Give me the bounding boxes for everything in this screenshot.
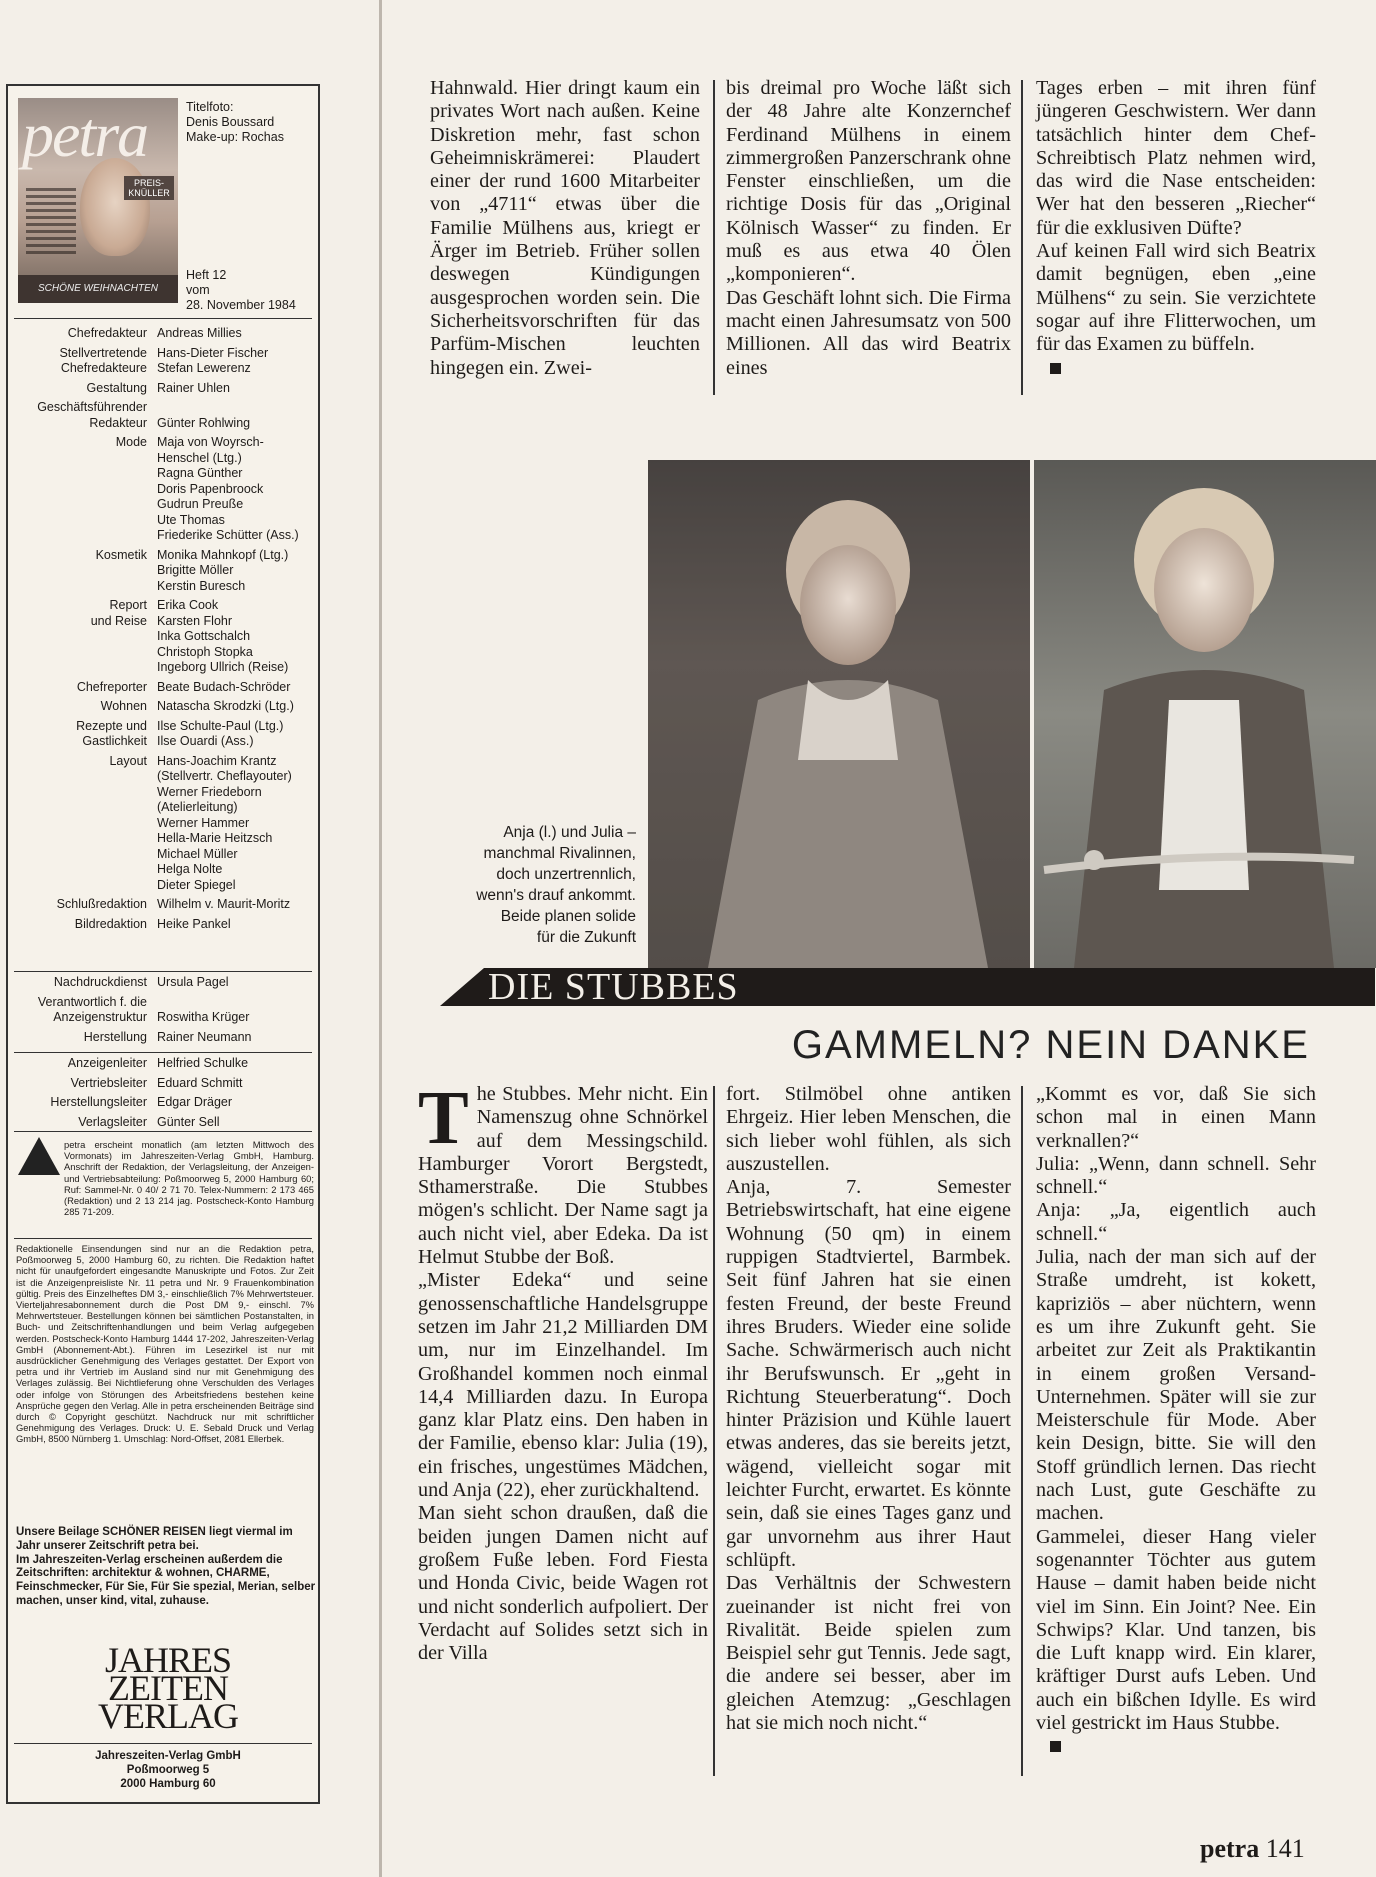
masthead-role: Stellvertretende Chefredakteure [59, 345, 147, 375]
footer-brand: petra [1200, 1834, 1260, 1863]
cover-credits [186, 100, 316, 145]
issue-date: 28. November 1984 [186, 298, 296, 312]
masthead-role: Rezepte und Gastlichkeit [76, 718, 147, 748]
page-number: 141 [1265, 1834, 1305, 1863]
cover-thumbnail [18, 98, 178, 303]
cover-banner: SCHÖNE WEIHNACHTEN [18, 275, 178, 303]
masthead-role: Report und Reise [90, 598, 147, 628]
photo-anja-figure [648, 460, 1030, 968]
masthead-names: Monika Mahnkopf (Ltg.) Brigitte Möller Kerstin Buresch [157, 547, 289, 593]
masthead-names: Günter Sell [157, 1114, 220, 1129]
cover-model-face [80, 158, 150, 256]
masthead-production [8, 975, 318, 1055]
top-column-3 [1036, 77, 1316, 380]
masthead-names: Wilhelm v. Maurit-Moritz [157, 897, 291, 911]
article-column-3 [1036, 1083, 1316, 1759]
paragraph: bis dreimal pro Woche läßt sich der 48 Jahre alte Konzernchef Ferdinand Mülhens in einem zimmergroßen Panzerschrank ohne Fenster einschließen, um die richtige Dosis für das „Original Kölnisch Wasser“ zu finden. Er muß es aus etwa 40 Ölen „komponieren“. Das Geschäft lohnt sich. Die Firma macht einen Jahresumsatz von 500 Millionen. All das wird Beatrix eines [726, 77, 1011, 379]
masthead-role: Chefreporter [76, 679, 147, 694]
masthead-role: Layout [109, 753, 147, 768]
column-rule [713, 80, 715, 395]
masthead-names: Natascha Skrodzki (Ltg.) [157, 699, 294, 713]
masthead-role: Verlagsleiter [78, 1114, 147, 1129]
masthead-names: Hans-Dieter Fischer Stefan Lewerenz [157, 345, 269, 375]
divider [14, 1131, 312, 1132]
masthead-role: Mode [115, 435, 147, 449]
masthead-names: Rainer Neumann [157, 1029, 252, 1044]
paragraph: he Stubbes. Mehr nicht. Ein Namenszug ohne Schnörkel auf dem Messingschild. Hamburger Vorort Bergstedt, Sthamerstraße. Die Stubbes mögen's schlicht. Der Name sagt ja auch nicht viel, aber Edeka. Da ist Helmut Stubbe der Boß. „Mister Edeka“ und seine genossenschaftliche Handelsgruppe setzen im Jahr 21,2 Milliarden DM um, nur im Einzelhandel. Im Großhandel kommen noch einmal 14,4 Milliarden dazu. In Europa ganz klar Platz eins. Den haben in der Familie, ebenso klar: Julia (19), ein frisches, ungestümes Mädchen, und Anja (22), eher zurückhaltend. Man sieht schon draußen, daß die beiden jungen Damen nicht auf großem Fuße leben. Ford Fiesta und Honda Civic, beide Wagen rot und nicht sonderlich aufpoliert. Der Verdacht auf Solides setzt sich in der Villa [418, 1083, 708, 1665]
masthead-names: Ilse Schulte-Paul (Ltg.) Ilse Ouardi (Ass.) [157, 718, 284, 748]
article-headline: GAMMELN? NEIN DANKE [791, 1023, 1310, 1067]
masthead-names: Andreas Millies [157, 326, 242, 340]
photo-julia-figure [1034, 460, 1376, 968]
divider [14, 971, 312, 972]
publisher-logo: JAHRES ZEITEN VERLAG [98, 1640, 238, 1736]
masthead-names: Hans-Joachim Krantz (Stellvertr. Cheflayouter) Werner Friedeborn (Atelierleitung) Werner Hammer Hella-Marie Heitzsch Michael Müller Helga Nolte Dieter Spiegel [157, 753, 292, 892]
article-column-2 [726, 1083, 1011, 1735]
column-rule [1021, 1086, 1023, 1776]
masthead-role: Chefredakteur [67, 326, 147, 340]
makeup-credit: Make-up: Rochas [186, 130, 284, 144]
masthead-role: Geschäftsführender Redakteur [37, 400, 147, 430]
column-rule [1021, 80, 1023, 395]
masthead-names: Edgar Dräger [157, 1095, 233, 1109]
paragraph: Tages erben – mit ihren fünf jüngeren Geschwistern. Wer dann tatsächlich hinter dem Chef-Schreibtisch Platz nehmen wird, das wird die Nase entscheiden: Wer hat den besseren „Riecher“ für die exklusiven Düfte? Auf keinen Fall wird sich Beatrix damit begnügen, eben „eine Mülhens“ zu sein. Sie verzichtete sogar auf ihre Flitterwochen, um für das Examen zu büffeln. [1036, 77, 1316, 356]
paragraph: Hahnwald. Hier dringt kaum ein privates Wort nach außen. Keine Diskretion mehr, fast schon Geheimniskrämerei: Plaudert einer der rund 1600 Mitarbeiter von „4711“ etwas über die Familie Mülhens aus, kriegt er Ärger im Betrieb. Früher sollen deswegen Kündigungen ausgesprochen worden sein. Die Sicherheitsvorschriften für das Parfüm-Mischen leuchten hingegen ein. Zwei- [430, 77, 700, 379]
masthead-names: Günter Rohlwing [157, 415, 251, 430]
masthead-role: Bildredaktion [74, 916, 147, 931]
end-mark-icon [1050, 1741, 1061, 1752]
masthead-role: Herstellung [83, 1029, 147, 1044]
masthead-management [8, 1056, 318, 1136]
masthead-role: Wohnen [100, 699, 147, 713]
masthead-role: Verantwortlich f. die Anzeigenstruktur [37, 994, 147, 1024]
cover-headlines [26, 188, 76, 258]
masthead-role: Herstellungsleiter [50, 1095, 147, 1109]
masthead-names: Heike Pankel [157, 916, 231, 931]
top-column-1 [430, 77, 700, 380]
title-bar-notch [440, 968, 484, 1006]
divider [14, 1238, 312, 1239]
issue-info [186, 268, 316, 313]
masthead-names: Eduard Schmitt [157, 1075, 243, 1090]
section-title: DIE STUBBES [488, 966, 739, 1008]
masthead-role: Gestaltung [86, 380, 147, 395]
divider [14, 318, 312, 319]
cover-price-tag: PREIS-KNÜLLER [124, 176, 174, 200]
masthead-names: Beate Budach-Schröder [157, 679, 291, 694]
publication-info: petra erscheint monatlich (am letzten Mittwoch des Vormonats) im Jahreszeiten-Verlag GmbH, Hamburg. Anschrift der Redaktion, der Verlagsleitung, der Anzeigen- und Vertriebsabteilung: Poßmoorweg 5, 2000 Hamburg 60; Ruf: Sammel-Nr. 0 40/ 2 71 70. Telex-Nummern: 2 173 465 (Redaktion) und 2 13 214 jag. Postscheck-Konto Hamburg 285 71-209. [64, 1139, 314, 1218]
supplement-note: Unsere Beilage SCHÖNER REISEN liegt viermal im Jahr unserer Zeitschrift petra bei. Im Jahreszeiten-Verlag erscheinen außerdem die Zeitschriften: architektur & wohnen, CHARME, Feinschmecker, Für Sie, Für Sie spezial, Merian, selber machen, unser kind, vital, zuhause. [16, 1526, 316, 1607]
masthead-names: Ursula Pagel [157, 975, 229, 989]
masthead-staff [8, 326, 318, 1046]
masthead-role: Anzeigenleiter [67, 1056, 147, 1070]
masthead-role: Vertriebsleiter [70, 1075, 147, 1090]
title-photo-label: Titelfoto: [186, 100, 234, 114]
photo-anja [648, 460, 1030, 968]
paragraph: fort. Stilmöbel ohne antiken Ehrgeiz. Hier leben Menschen, die sich lieber wohl fühlen, als sich auszustellen. Anja, 7. Semester Betriebswirtschaft, hat eine eigene Wohnung (50 qm) in einem ruppigen Stadtviertel, Barmbek. Seit fünf Jahren hat sie einen festen Freund, der beste Freund ihres Bruders. Wieder eine solide Sache. Schwärmerisch auch nicht ihr Berufswunsch. Er „geht in Richtung Steuerberatung“. Doch hinter Präzision und Kühle lauert etwas anderes, das sie bereits jetzt, wägend, vielleicht sogar mit leichter Furcht, erwartet. Es könnte sein, daß sie eines Tages ganz und gar unvornehm aus ihrer Haut schlüpft. Das Verhältnis der Schwestern zueinander ist nicht frei von Rivalität. Beide spielen zum Beispiel sehr gut Tennis. Jede sagt, die andere sei besser, aber im gleichen Atemzug: „Geschlagen hat sie mich noch nicht.“ [726, 1083, 1011, 1735]
masthead-names: Roswitha Krüger [157, 1010, 250, 1024]
publisher-address: Jahreszeiten-Verlag GmbH Poßmoorweg 5 2000 Hamburg 60 [95, 1750, 241, 1790]
masthead-names: Maja von Woyrsch- Henschel (Ltg.) Ragna Günther Doris Papenbroock Gudrun Preuße Ute Thomas Friederike Schütter (Ass.) [157, 435, 299, 542]
masthead-role: Schlußredaktion [56, 897, 147, 911]
photo-caption: Anja (l.) und Julia – manchmal Rivalinnen, doch unzertrennlich, wenn's drauf ankommt. Beide planen solide für die Zukunft [476, 824, 636, 946]
masthead-names: Helfried Schulke [157, 1056, 249, 1070]
imprint-box [6, 84, 320, 1804]
issue-number: Heft 12 [186, 268, 227, 282]
photo-julia [1034, 460, 1376, 968]
page-footer [1200, 1834, 1305, 1864]
warning-triangle-icon [18, 1137, 60, 1175]
paragraph: „Kommt es vor, daß Sie sich schon mal in einen Mann verknallen?“ Julia: „Wenn, dann schnell. Sehr schnell.“ Anja: „Ja, eigentlich auch schnell.“ Julia, nach der man sich auf der Straße umdreht, ist kokett, kapriziös – aber nüchtern, wenn es um ihre Zukunft geht. Sie arbeitet zur Zeit als Praktikantin in einem großen Versand-Unternehmen. Später will sie zur Meisterschule für Mode. Aber kein Design, bitte. Sie will den Stoff gründlich lernen. Das riecht nach Lust, gute Geschäfte zu machen. Gammelei, dieser Hang vieler sogenannter Töchter aus gutem Hause – damit haben beide nicht viel im Sinn. Ein Joint? Nee. Ein Schwips? Klar. Und tanzen, bis die Luft knapp wird. Ein klarer, kräftiger Durst aufs Leben. Und auch ein bißchen Idylle. Es wird viel gestrickt im Haus Stubbe. [1036, 1083, 1316, 1735]
divider [14, 1052, 312, 1053]
top-column-2 [726, 77, 1011, 380]
column-rule [713, 1086, 715, 1776]
photographer: Denis Boussard [186, 115, 275, 129]
drop-cap: T [418, 1076, 469, 1160]
masthead-role: Kosmetik [95, 547, 147, 562]
masthead-role: Nachdruckdienst [53, 975, 147, 989]
end-mark-icon [1050, 363, 1061, 374]
cover-logo: petra [22, 99, 148, 170]
divider [14, 1743, 312, 1744]
masthead-names: Erika Cook Karsten Flohr Inka Gottschalch Christoph Stopka Ingeborg Ullrich (Reise) [157, 598, 289, 674]
legal-notice: Redaktionelle Einsendungen sind nur an die Redaktion petra, Poßmoorweg 5, 2000 Hamburg 60, zu richten. Die Redaktion haftet nicht für unaufgefordert eingesandte Manuskripte und Fotos. Zur Zeit ist die Anzeigenpreisliste Nr. 11 petra und Nr. 9 Frauenkombination gültig. Preis des Einzelheftes DM 3,- einschließlich 7% Mehrwertsteuer. Vierteljahresabonnement durch die Post DM 9,- einschl. 7% Mehrwertsteuer. Bestellungen können bei sämtlichen Postanstalten, in Buch- und Zeitschriftenhandlungen und beim Verlag aufgegeben werden. Postscheck-Konto Hamburg 1444 17-202, Jahreszeiten-Verlag GmbH (Abonnement-Abt.). Führen im Lesezirkel ist nur mit ausdrücklicher Genehmigung des Verlages gestattet. Der Export von petra und ihr Vertrieb im Ausland sind nur mit Genehmigung des Verlages zulässig. Bei Nichtlieferung ohne Verschulden des Verlages oder infolge von Störungen des Arbeitsfriedens bestehen keine Ansprüche gegen den Verlag. Alle in petra erscheinenden Beiträge sind durch © Copyright geschützt. Nachdruck nur mit schriftlicher Genehmigung des Verlages. Druck: U. E. Sebald Druck und Verlag GmbH, 8500 Nürnberg 1. Umschlag: Nord-Offset, 2081 Ellerbek. [16, 1243, 314, 1445]
masthead-names: Rainer Uhlen [157, 380, 230, 395]
issue-vom: vom [186, 283, 210, 297]
article-column-1 [418, 1076, 708, 1665]
page-gutter [379, 0, 382, 1877]
